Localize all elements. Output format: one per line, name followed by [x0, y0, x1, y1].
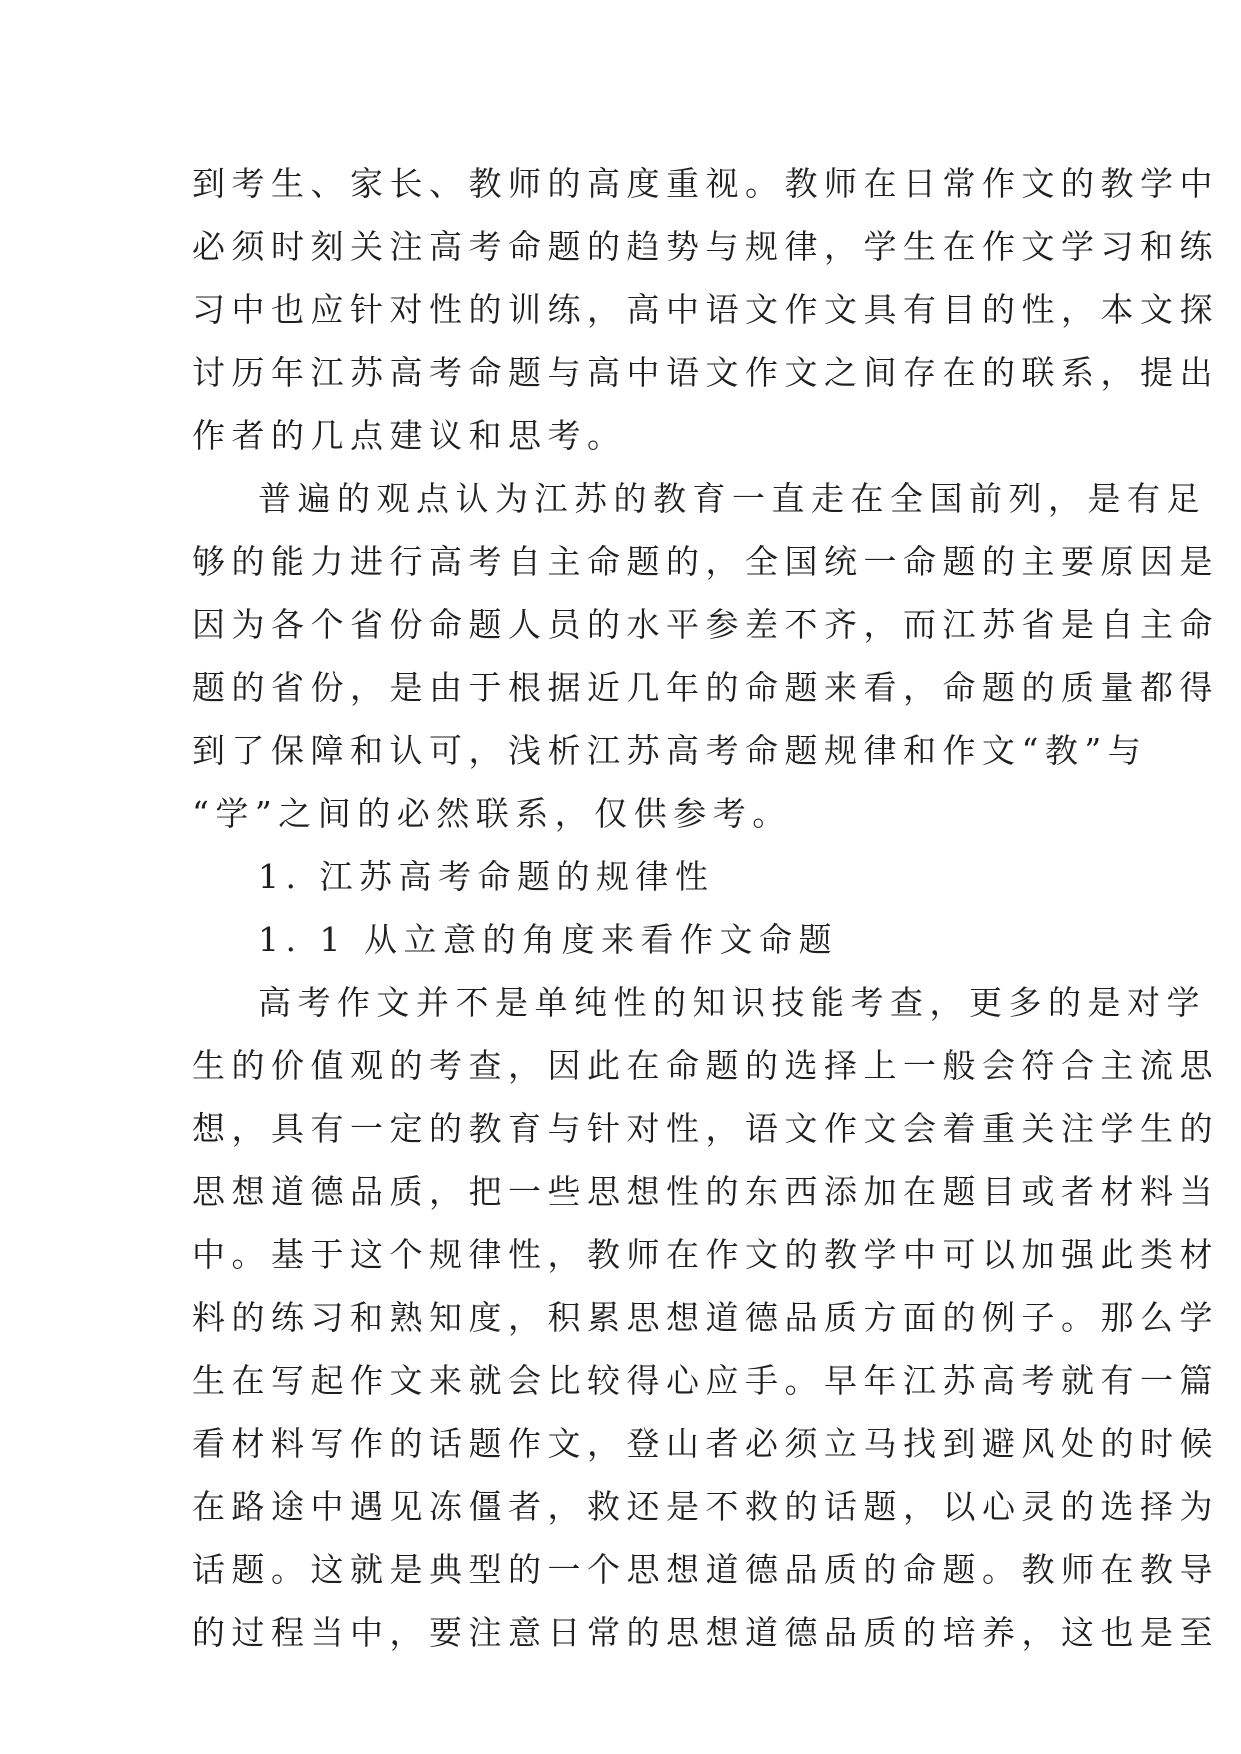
text-line: 生在写起作文来就会比较得心应手。早年江苏高考就有一篇	[192, 1361, 1219, 1400]
text-line: 在路途中遇见冻僵者，救还是不救的话题，以心灵的选择为	[192, 1487, 1219, 1526]
text-line: 中。基于这个规律性，教师在作文的教学中可以加强此类材	[192, 1235, 1219, 1274]
text-line: 习中也应针对性的训练，高中语文作文具有目的性，本文探	[192, 290, 1219, 329]
text-line: 到了保障和认可，浅析江苏高考命题规律和作文“教”与	[192, 731, 1148, 770]
text-line: 必须时刻关注高考命题的趋势与规律，学生在作文学习和练	[192, 227, 1219, 266]
paragraph-start-line: 高考作文并不是单纯性的知识技能考查，更多的是对学	[258, 983, 1206, 1022]
section-heading: 1. 江苏高考命题的规律性	[258, 857, 715, 896]
subsection-heading: 1. 1 从立意的角度来看作文命题	[258, 920, 838, 959]
text-line: 料的练习和熟知度，积累思想道德品质方面的例子。那么学	[192, 1298, 1219, 1337]
body-text	[192, 152, 1219, 1664]
text-line: 话题。这就是典型的一个思想道德品质的命题。教师在教导	[192, 1550, 1219, 1589]
paragraph-start-line: 普遍的观点认为江苏的教育一直走在全国前列，是有足	[258, 479, 1206, 518]
text-line: 的过程当中，要注意日常的思想道德品质的培养，这也是至	[192, 1613, 1219, 1652]
text-line: 题的省份，是由于根据近几年的命题来看，命题的质量都得	[192, 668, 1219, 707]
text-line: 看材料写作的话题作文，登山者必须立马找到避风处的时候	[192, 1424, 1219, 1463]
text-line: 到考生、家长、教师的高度重视。教师在日常作文的教学中	[192, 164, 1219, 203]
text-line: 讨历年江苏高考命题与高中语文作文之间存在的联系，提出	[192, 353, 1219, 392]
text-line: 生的价值观的考查，因此在命题的选择上一般会符合主流思	[192, 1046, 1219, 1085]
text-line: “学”之间的必然联系，仅供参考。	[192, 794, 792, 833]
text-line: 作者的几点建议和思考。	[192, 416, 627, 455]
text-line: 思想道德品质，把一些思想性的东西添加在题目或者材料当	[192, 1172, 1219, 1211]
text-line: 想，具有一定的教育与针对性，语文作文会着重关注学生的	[192, 1109, 1219, 1148]
text-line: 因为各个省份命题人员的水平参差不齐，而江苏省是自主命	[192, 605, 1219, 644]
text-line: 够的能力进行高考自主命题的，全国统一命题的主要原因是	[192, 542, 1219, 581]
